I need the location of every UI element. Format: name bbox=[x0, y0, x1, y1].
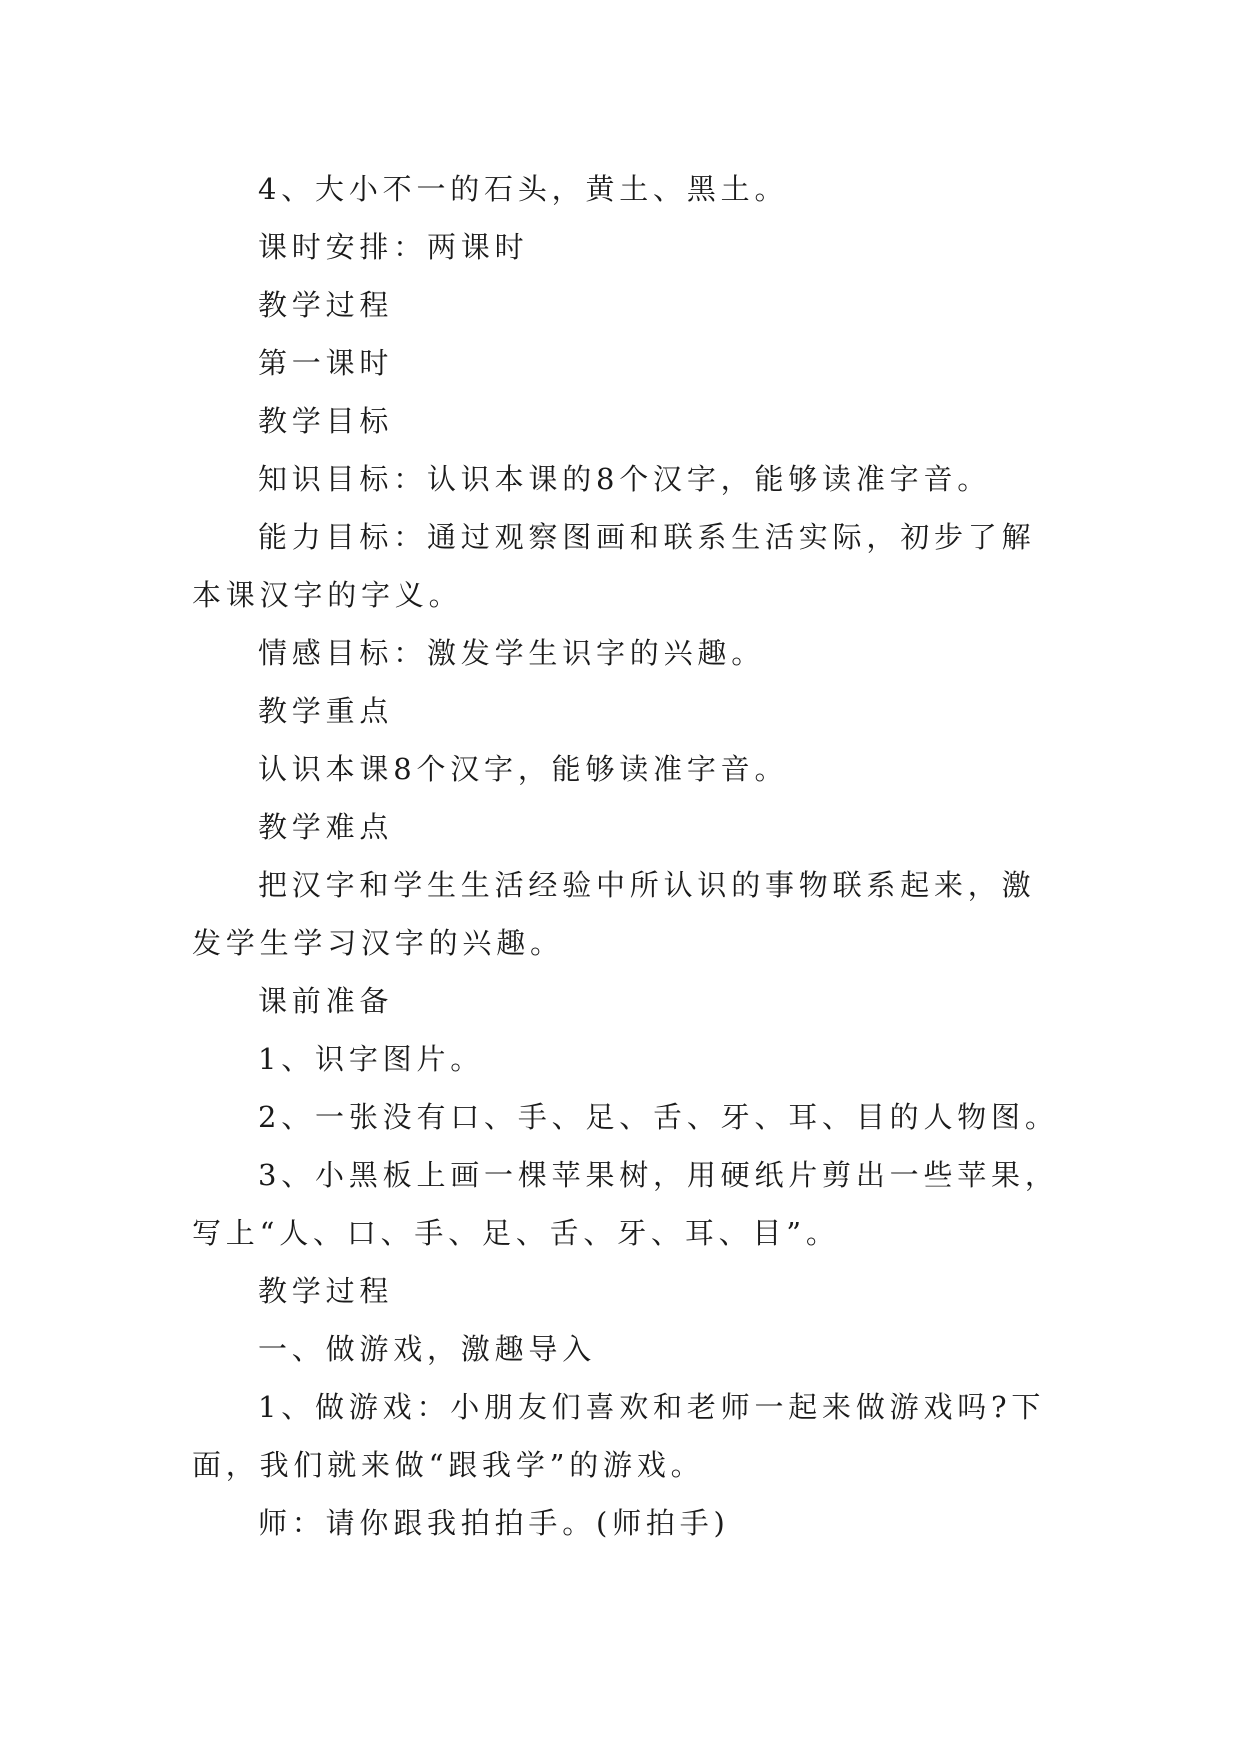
paragraph-prep-2: 2、一张没有口、手、足、舌、牙、耳、目的人物图。 bbox=[258, 1100, 1059, 1134]
heading-teaching-process-2: 教学过程 bbox=[258, 1274, 394, 1308]
document-body bbox=[192, 160, 1060, 1552]
paragraph-difficulties: 把汉字和学生生活经验中所认识的事物联系起来，激发学生学习汉字的兴趣。 bbox=[192, 868, 1036, 960]
paragraph-materials-4: 4、大小不一的石头，黄土、黑土。 bbox=[258, 172, 789, 206]
paragraph-prep-3: 3、小黑板上画一棵苹果树，用硬纸片剪出一些苹果，写上“人、口、手、足、舌、牙、耳、目”。 bbox=[192, 1158, 1059, 1250]
heading-key-points: 教学重点 bbox=[258, 694, 394, 728]
paragraph-ability-goal: 能力目标：通过观察图画和联系生活实际，初步了解本课汉字的字义。 bbox=[192, 520, 1036, 612]
paragraph-key-points: 认识本课8个汉字，能够读准字音。 bbox=[258, 752, 789, 786]
paragraph-game-1: 1、做游戏：小朋友们喜欢和老师一起来做游戏吗?下面，我们就来做“跟我学”的游戏。 bbox=[192, 1390, 1046, 1482]
paragraph-prep-1: 1、识字图片。 bbox=[258, 1042, 485, 1076]
paragraph-emotion-goal: 情感目标：激发学生识字的兴趣。 bbox=[258, 636, 766, 670]
heading-game-intro: 一、做游戏，激趣导入 bbox=[258, 1332, 597, 1366]
paragraph-schedule: 课时安排：两课时 bbox=[258, 230, 529, 264]
heading-teaching-process: 教学过程 bbox=[258, 288, 394, 322]
heading-preparation: 课前准备 bbox=[258, 984, 394, 1018]
paragraph-knowledge-goal: 知识目标：认识本课的8个汉字，能够读准字音。 bbox=[258, 462, 992, 496]
heading-first-lesson: 第一课时 bbox=[258, 346, 394, 380]
heading-teaching-goals: 教学目标 bbox=[258, 404, 394, 438]
heading-difficulties: 教学难点 bbox=[258, 810, 394, 844]
paragraph-teacher-clap: 师：请你跟我拍拍手。(师拍手) bbox=[258, 1506, 730, 1540]
